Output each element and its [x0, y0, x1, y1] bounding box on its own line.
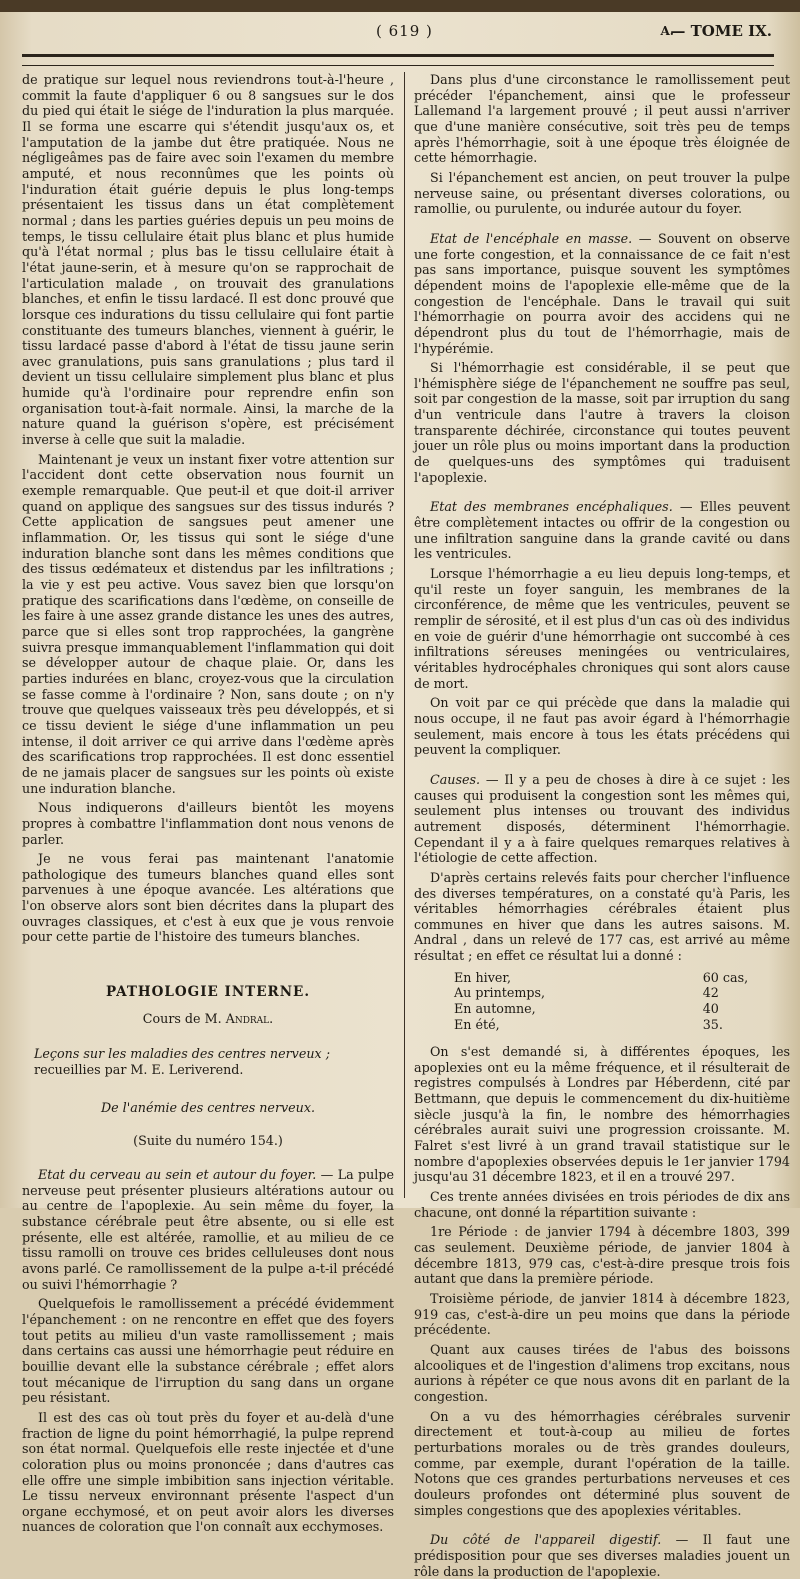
paragraph: Il est des cas où tout près du foyer et au-delà d'une fraction de ligne du point hémorrhagié, la pulpe reprend son état normal. Quelquefois elle reste injectée et d'une coloration plus ou moins prononcée ; dans d'autres cas elle offre une simple imbibition sans injection véritable. Le tissu nerveux environnant présente l'aspect d'un organe ecchymosé, et on peut avoir alors les diverses nuances de coloration que l'on connaît aux ecchymoses. — [22, 1409, 394, 1535]
continuation-note: (Suite du numéro 154.) — [133, 1133, 283, 1149]
season-label: En été, — [454, 1016, 500, 1032]
paragraph: On a vu des hémorrhagies cérébrales survenir directement et tout-à-coup au milieu de fortes perturbations morales ou de très grandes douleurs, comme, par exemple, durant l'opération de la taille. Notons que ces grandes perturbations nerveuses et ces douleurs profondes ont déterminé plus souvent de simples congestions que des apoplexies véritables. — [414, 1408, 790, 1518]
season-value: 40 — [702, 1000, 719, 1016]
lecture-title — [34, 1046, 394, 1077]
page-number: ( 619 ) — [376, 22, 433, 40]
paragraph: Quant aux causes tirées de l'abus des boissons alcooliques et de l'ingestion d'alimens trop excitans, nous aurions à répéter ce que nous avons dit en parlant de la congestion. — [414, 1341, 790, 1404]
paragraph-lead: Etat de l'encéphale en masse. — [430, 230, 633, 246]
table-row — [454, 1001, 784, 1017]
paragraph: Ces trente années divisées en trois périodes de dix ans chacune, ont donné la répartition suivante : — [414, 1189, 790, 1220]
paragraph: Quelquefois le ramollissement a précédé évidemment l'épanchement : on ne rencontre en effet que des foyers tout petits au milieu d'un vaste ramollissement ; mais dans certains cas aussi une hémorrhagie peut réduire en bouillie devant elle la substance cérébrale ; effet alors tout mécanique de l'irruption du sang dans un organe peu résistant. — [22, 1296, 394, 1406]
paragraph: Maintenant je veux un instant fixer votre attention sur l'accident dont cette observation nous fournit un exemple remarquable. Que peut-il et que doit-il arriver quand on applique des sangsues sur des tissus indurés ? Cette application de sangsues peut amener une inflammation. Or, les tissus qui sont le siége d'une induration blanche sont dans les mêmes conditions que des tissus œdémateux et distendus par les infiltrations ; la vie y est peu active. Vous savez bien que lorsqu'on pratique des scarifications dans l'œdème, on conseille de les faire à une assez grande distance les unes des autres, parce que si elles sont trop rapprochées, la gangrène suivra presque immanquablement l'inflammation qui doit se développer autour de chaque plaie. Or, dans les parties indurées en blanc, croyez-vous que la circulation se fasse comme à l'ordinaire ? Non, sans doute ; on n'y trouve que quelques vaisseaux très peu développés, et si ce tissu devient le siége d'une inflammation un peu intense, il doit arriver ce qui arrive dans l'œdème après des scarifications trop rapprochées. Il est donc essentiel de ne jamais placer de sangsues sur les points où existe une induration blanche. — [22, 451, 394, 796]
season-value: 42 — [702, 985, 719, 1001]
paragraph-text: — Elles peuvent être complètement intactes ou offrir de la congestion ou une infiltration sanguine dans la grande cavité ou dans les ventricules. — [414, 499, 791, 562]
paragraph — [414, 499, 790, 562]
course-author: Andral. — [225, 1010, 274, 1026]
season-value: 35. — [702, 1016, 723, 1032]
paragraph-text: — Souvent on observe une forte congestion, et la connaissance de ce fait n'est pas sans importance, puisque souvent les symptômes dépendent moins de l'apoplexie elle-même que de la congestion de l'encéphale. Dans le travail qui suit l'hémorrhagie on pourra avoir des accidens qui ne dépendront plus du tout de l'hémorrhagie, mais de l'hypérémie. — [414, 230, 790, 356]
paragraph: Si l'épanchement est ancien, on peut trouver la pulpe nerveuse saine, ou présentant diverses colorations, ou ramollie, ou purulente, ou indurée autour du foyer. — [414, 169, 790, 217]
paragraph — [414, 231, 790, 356]
paragraph: Si l'hémorrhagie est considérable, il se peut que l'hémisphère siége de l'épanchement ne souffre pas seul, soit par congestion de la masse, soit par irruption du sang d'un ventricule dans l'autre à travers la cloison transparente déchirée, circonstance qui toutes peuvent jouer un rôle plus ou moins important dans la production de quelques-uns des symptômes qui traduisent l'apoplexie. — [414, 360, 790, 485]
paragraph-lead: Causes. — [430, 771, 481, 787]
journal-name-fragment: A. — [660, 24, 674, 38]
course-line — [22, 1011, 394, 1027]
season-label: Au printemps, — [454, 985, 546, 1001]
paragraph — [414, 1532, 790, 1579]
seasons-table — [454, 970, 784, 1032]
tome-label: — TOME IX. — [670, 22, 772, 40]
course-prefix: Cours de M. — [142, 1010, 226, 1026]
left-column — [22, 72, 394, 1535]
table-row — [454, 1017, 784, 1033]
header-rule — [22, 54, 774, 66]
paragraph-lead: Du côté de l'appareil digestif. — [430, 1532, 662, 1548]
paragraph: de pratique sur lequel nous reviendrons tout-à-l'heure , commit la faute d'appliquer 6 ou 8 sangsues sur le dos du pied qui était le siége de l'induration la plus marquée. Il se forma une escarre qui s'étendit jusqu'aux os, et l'amputation de la jambe dut être pratiquée. Nous ne négligeâmes pas de faire avec soin l'examen du membre amputé, et nous reconnûmes que les points où l'induration était guérie depuis le plus long-temps présentaient les tissus dans un état complètement normal ; dans les parties guéries depuis un peu moins de temps, le tissu cellulaire était plus blanc et plus humide qu'à l'état normal ; plus bas le tissu cellulaire était à l'état jaune-serin, et à mesure qu'on se rapprochait de l'articulation malade , on trouvait des granulations blanches, et enfin le tissu lardacé. Il est donc prouvé que lorsque ces indurations du tissu cellulaire qui font partie constituante des tumeurs blanches, viennent à guérir, le tissu lardacé passe d'abord à l'état de tissu jaune serin avec granulations, puis sans granulations ; plus tard il devient un tissu cellulaire simplement plus blanc et plus humide qu'à l'ordinaire pour reprendre enfin son organisation tout-à-fait normale. Ainsi, la marche de la nature quand la guérison s'opère, est précisément inverse à celle que suit la maladie. — [22, 72, 394, 448]
paragraph-text: — Il faut une prédisposition pour que ses diverses maladies jouent un rôle dans la production de l'apoplexie. — [414, 1532, 790, 1579]
paragraph-lead: Etat du cerveau au sein et autour du foyer. — [38, 1167, 317, 1183]
season-label: En automne, — [454, 1000, 536, 1016]
paragraph: Lorsque l'hémorrhagie a eu lieu depuis long-temps, et qu'il reste un foyer sanguin, les membranes de la circonférence, de même que les ventricules, peuvent se remplir de sérosité, et il est plus d'un cas où des individus en voie de guérir d'une hémorrhagie ont succombé à ces infiltrations séreuses meningées ou ventriculaires, véritables hydrocéphales chroniques qui sont alors cause de mort. — [414, 566, 790, 691]
paragraph: D'après certains relevés faits pour chercher l'influence des diverses températures, on a constaté qu'à Paris, les véritables hémorrhagies cérébrales étaient plus communes en hiver que dans les autres saisons. M. Andral , dans un relevé de 177 cas, est arrivé au même résultat ; en effet ce résultat lui a donné : — [414, 869, 790, 964]
season-label: En hiver, — [454, 969, 512, 985]
section-title: PATHOLOGIE INTERNE. — [105, 984, 311, 1001]
table-row — [454, 985, 784, 1001]
paragraph — [414, 772, 790, 866]
paragraph: Nous indiquerons d'ailleurs bientôt les moyens propres à combattre l'inflammation dont nous venons de parler. — [22, 800, 394, 847]
lecture-title-rest: recueillies par M. E. Leriverend. — [34, 1062, 244, 1078]
right-column — [414, 72, 791, 1579]
paragraph — [22, 1167, 394, 1292]
paragraph-text: — La pulpe nerveuse peut présenter plusieurs altérations autour ou au centre de l'apoplexie. Au sein même du foyer, la substance cérébrale peut être absente, ou si elle est présente, elle est altérée, ramollie, et au milieu de ce tissu ramolli on trouve ces brides celluleuses dont nous avons parlé. Ce ramollissement de la pulpe a-t-il précédé ou suivi l'hémorrhagie ? — [22, 1167, 394, 1292]
paragraph-lead: Etat des membranes encéphaliques. — [430, 499, 673, 515]
lecture-title-italic: Leçons sur les maladies des centres nerveux ; — [34, 1046, 330, 1062]
paragraph: On voit par ce qui précède que dans la maladie qui nous occupe, il ne faut pas avoir égard à l'hémorrhagie seulement, mais encore à tous les états précédens qui peuvent la compliquer. — [414, 695, 790, 758]
table-row — [454, 970, 784, 986]
paragraph: Je ne vous ferai pas maintenant l'anatomie pathologique des tumeurs blanches quand elles sont parvenues à une époque avancée. Les altérations que l'on observe alors sont bien décrites dans la plupart des ouvrages classiques, et c'est à eux que je vous renvoie pour cette partie de l'histoire des tumeurs blanches. — [22, 851, 394, 945]
paragraph: Troisième période, de janvier 1814 à décembre 1823, 919 cas, c'est-à-dire un peu moins que dans la période précédente. — [414, 1291, 790, 1338]
paragraph: 1re Période : de janvier 1794 à décembre 1803, 399 cas seulement. Deuxième période, de janvier 1804 à décembre 1813, 979 cas, c'est-à-dire presque trois fois autant que dans la première période. — [414, 1224, 790, 1287]
paragraph: Dans plus d'une circonstance le ramollissement peut précéder l'épanchement, ainsi que le professeur Lallemand l'a largement prouvé ; il peut aussi n'arriver que d'une manière consécutive, soit très peu de temps après l'hémorrhagie, soit à une époque très éloignée de cette hémorrhagie. — [414, 72, 790, 166]
binding-edge — [0, 0, 800, 12]
lecture-subtitle: De l'anémie des centres nerveux. — [100, 1099, 316, 1115]
paragraph-text: — Il y a peu de choses à dire à ce sujet : les causes qui produisent la congestion sont les mêmes qui, seulement plus intenses ou trouvant des individus autrement disposés, déterminent l'hémorrhagie. Cependant il y a à faire quelques remarques relatives à l'étiologie de cette affection. — [414, 771, 790, 866]
season-value: 60 cas, — [702, 969, 749, 985]
column-divider — [404, 72, 405, 1198]
page-header — [30, 22, 772, 48]
paragraph: On s'est demandé si, à différentes époques, les apoplexies ont eu la même fréquence, et il résulterait de registres compulsés à Londres par Héberdenn, cité par Bettmann, que depuis le commencement du dix-huitième siècle jusqu'à la fin, le nombre des hémorrhagies cérébrales aurait suivi une progression croissante. M. Falret s'est livré à un grand travail statistique sur le nombre d'apoplexies observées depuis le 1er janvier 1794 jusqu'au 31 décembre 1823, et il en a trouvé 297. — [414, 1044, 790, 1185]
